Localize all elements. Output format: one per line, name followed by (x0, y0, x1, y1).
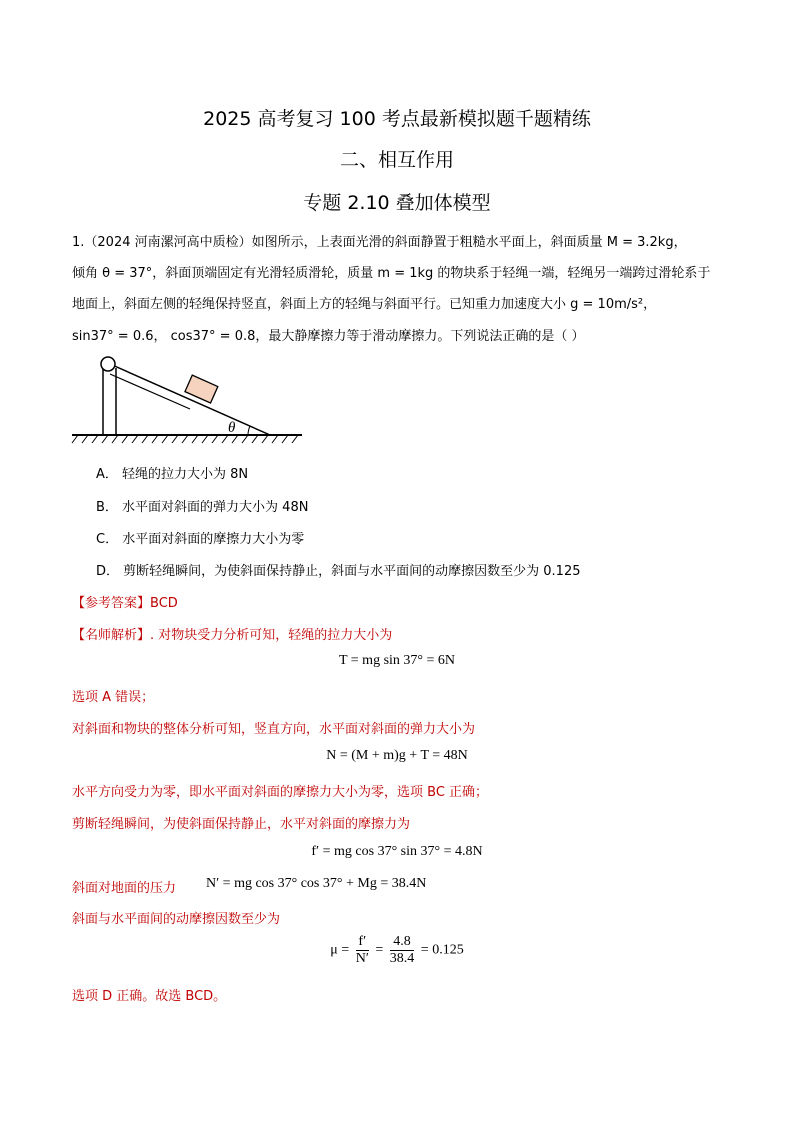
analysis-line-e: 斜面对地面的压力 (72, 881, 177, 896)
incline-surface (110, 364, 270, 435)
analysis-line-a: 选项 A 错误； (72, 690, 155, 705)
analysis-line-g: 选项 D 正确。故选 BCD。 (72, 989, 227, 1004)
equation-1: T = mg sin 37° = 6N (338, 653, 456, 668)
equation-5: μ = $\frac{f'}{N'}$ = $\frac{4.8}{38.4}$ = 0.125 (330, 934, 464, 966)
angle-label: θ (228, 420, 236, 436)
option-d: D． 剪断轻绳瞬间，为使斜面保持静止，斜面与水平面间的动摩擦因数至少为 0.125 (96, 564, 581, 579)
analysis-line-c: 水平方向受力为零，即水平面对斜面的摩擦力大小为零，选项 BC 正确； (72, 785, 489, 800)
fraction-values: $\frac{4.8}{38.4}$ (389, 934, 415, 966)
equation-3: f′ = mg cos 37° sin 37° = 4.8N (311, 844, 483, 859)
analysis-intro: 【名师解析】. 对物块受力分析可知，轻绳的拉力大小为 (72, 628, 393, 643)
question-line-4: sin37° = 0.6， cos37° = 0.8，最大静摩擦力等于滑动摩擦力。下列说法正确的是（ ） (72, 329, 585, 344)
topic-title: 专题 2.10 叠加体模型 (303, 192, 491, 214)
fraction-f-over-n: $\frac{f'}{N'}$ (355, 934, 369, 966)
chapter-title: 二、相互作用 (339, 149, 454, 171)
equation-2: N = (M + m)g + T = 48N (326, 748, 468, 763)
page-title: 2025 高考复习 100 考点最新模拟题千题精练 (203, 108, 591, 130)
ground-hatching (72, 435, 298, 443)
answer-label: 【参考答案】BCD (72, 596, 178, 611)
incline-diagram (70, 350, 310, 450)
option-b: B． 水平面对斜面的弹力大小为 48N (96, 500, 309, 515)
analysis-line-d: 剪断轻绳瞬间，为使斜面保持静止，水平对斜面的摩擦力为 (72, 817, 411, 832)
question-line-1: 1.（2024 河南漯河高中质检）如图所示，上表面光滑的斜面静置于粗糙水平面上，斜面质量 M = 3.2kg， (72, 235, 687, 250)
pulley-icon (101, 357, 115, 371)
question-line-2: 倾角 θ = 37°，斜面顶端固定有光滑轻质滑轮，质量 m = 1kg 的物块系于轻绳一端，轻绳另一端跨过滑轮系于 (72, 266, 711, 281)
equation-4: N′ = mg cos 37° cos 37° + Mg = 38.4N (206, 876, 427, 891)
angle-arc (248, 426, 250, 435)
question-line-3: 地面上，斜面左侧的轻绳保持竖直，斜面上方的轻绳与斜面平行。已知重力加速度大小 g = 10m/s²， (72, 297, 657, 312)
option-c: C． 水平面对斜面的摩擦力大小为零 (96, 532, 305, 547)
analysis-line-b: 对斜面和物块的整体分析可知，竖直方向，水平面对斜面的弹力大小为 (72, 722, 476, 737)
analysis-line-f: 斜面与水平面间的动摩擦因数至少为 (72, 912, 281, 927)
option-a: A． 轻绳的拉力大小为 8N (96, 467, 249, 482)
parallel-rope (110, 374, 190, 409)
